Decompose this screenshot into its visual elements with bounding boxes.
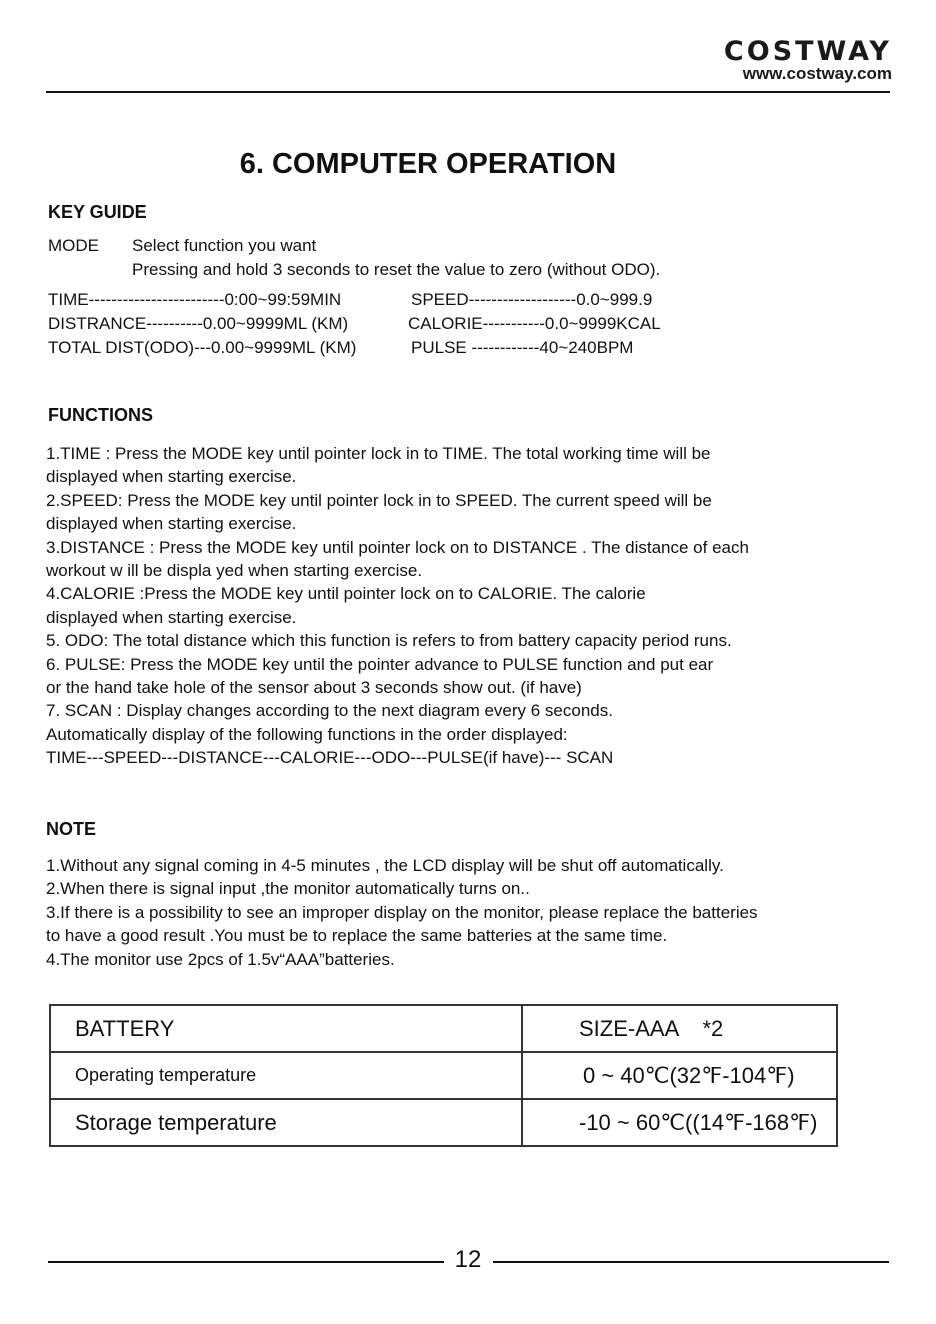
note-line: to have a good result .You must be to replace the same batteries at the same time. <box>46 926 668 946</box>
mode-description-2: Pressing and hold 3 seconds to reset the value to zero (without ODO). <box>132 260 661 279</box>
table-row <box>50 1052 837 1099</box>
note-list <box>46 854 758 971</box>
brand-logo: COSTWAY <box>723 36 892 67</box>
note-line: 2.When there is signal input ,the monitor automatically turns on.. <box>46 879 530 899</box>
mode-key-label: MODE <box>48 236 99 255</box>
battery-label: BATTERY <box>50 1005 522 1052</box>
functions-line: 5. ODO: The total distance which this function is refers to from battery capacity period runs. <box>46 631 732 651</box>
battery-value: SIZE-AAA *2 <box>522 1005 837 1052</box>
storage-temperature-value: -10 ~ 60℃((14℉-168℉) <box>522 1099 837 1146</box>
functions-line: or the hand take hole of the sensor about 3 seconds show out. (if have) <box>46 677 582 697</box>
functions-line: displayed when starting exercise. <box>46 467 297 487</box>
table-row <box>50 1005 837 1052</box>
functions-line: 6. PULSE: Press the MODE key until the pointer advance to PULSE function and put ear <box>46 654 714 674</box>
functions-line: 1.TIME : Press the MODE key until pointer lock in to TIME. The total working time will be <box>46 444 711 463</box>
operating-temperature-label: Operating temperature <box>50 1052 522 1099</box>
key-guide-heading: KEY GUIDE <box>48 202 147 222</box>
functions-list <box>46 442 749 769</box>
functions-line: workout w ill be displa yed when starting exercise. <box>46 560 423 580</box>
mode-description-1: Select function you want <box>132 236 317 255</box>
functions-line: TIME---SPEED---DISTANCE---CALORIE---ODO---PULSE(if have)--- SCAN <box>46 748 614 768</box>
spec-total-distance: TOTAL DIST(ODO)---0.00~9999ML (KM) <box>48 338 357 357</box>
functions-line: Automatically display of the following functions in the order displayed: <box>46 724 568 744</box>
brand-url: www.costway.com <box>742 64 892 83</box>
functions-line: 4.CALORIE :Press the MODE key until pointer lock on to CALORIE. The calorie <box>46 584 646 604</box>
header-rule <box>46 91 890 93</box>
page-title: 6. COMPUTER OPERATION <box>239 148 617 180</box>
storage-temperature-label: Storage temperature <box>50 1099 522 1146</box>
battery-spec-table <box>49 1004 838 1147</box>
note-line: 4.The monitor use 2pcs of 1.5v“AAA”batteries. <box>46 949 395 969</box>
spec-time: TIME------------------------0:00~99:59MIN <box>48 290 342 309</box>
operating-temperature-value: 0 ~ 40℃(32℉-104℉) <box>522 1052 837 1099</box>
footer-rule-right <box>493 1261 889 1263</box>
note-heading: NOTE <box>46 819 97 839</box>
spec-calorie: CALORIE-----------0.0~9999KCAL <box>408 314 661 333</box>
spec-pulse: PULSE ------------40~240BPM <box>411 338 634 357</box>
functions-line: displayed when starting exercise. <box>46 514 297 534</box>
note-line: 1.Without any signal coming in 4-5 minutes , the LCD display will be shut off automatically. <box>46 856 724 875</box>
spec-speed: SPEED-------------------0.0~999.9 <box>411 290 653 309</box>
functions-heading: FUNCTIONS <box>48 405 153 425</box>
functions-line: 3.DISTANCE : Press the MODE key until pointer lock on to DISTANCE . The distance of each <box>46 537 749 557</box>
note-line: 3.If there is a possibility to see an improper display on the monitor, please replace the batteries <box>46 902 758 922</box>
functions-line: displayed when starting exercise. <box>46 607 297 627</box>
table-row <box>50 1099 837 1146</box>
functions-line: 7. SCAN : Display changes according to the next diagram every 6 seconds. <box>46 701 613 721</box>
page-number: 12 <box>454 1246 482 1273</box>
functions-line: 2.SPEED: Press the MODE key until pointer lock in to SPEED. The current speed will be <box>46 490 712 510</box>
spec-distance: DISTRANCE----------0.00~9999ML (KM) <box>48 314 349 333</box>
